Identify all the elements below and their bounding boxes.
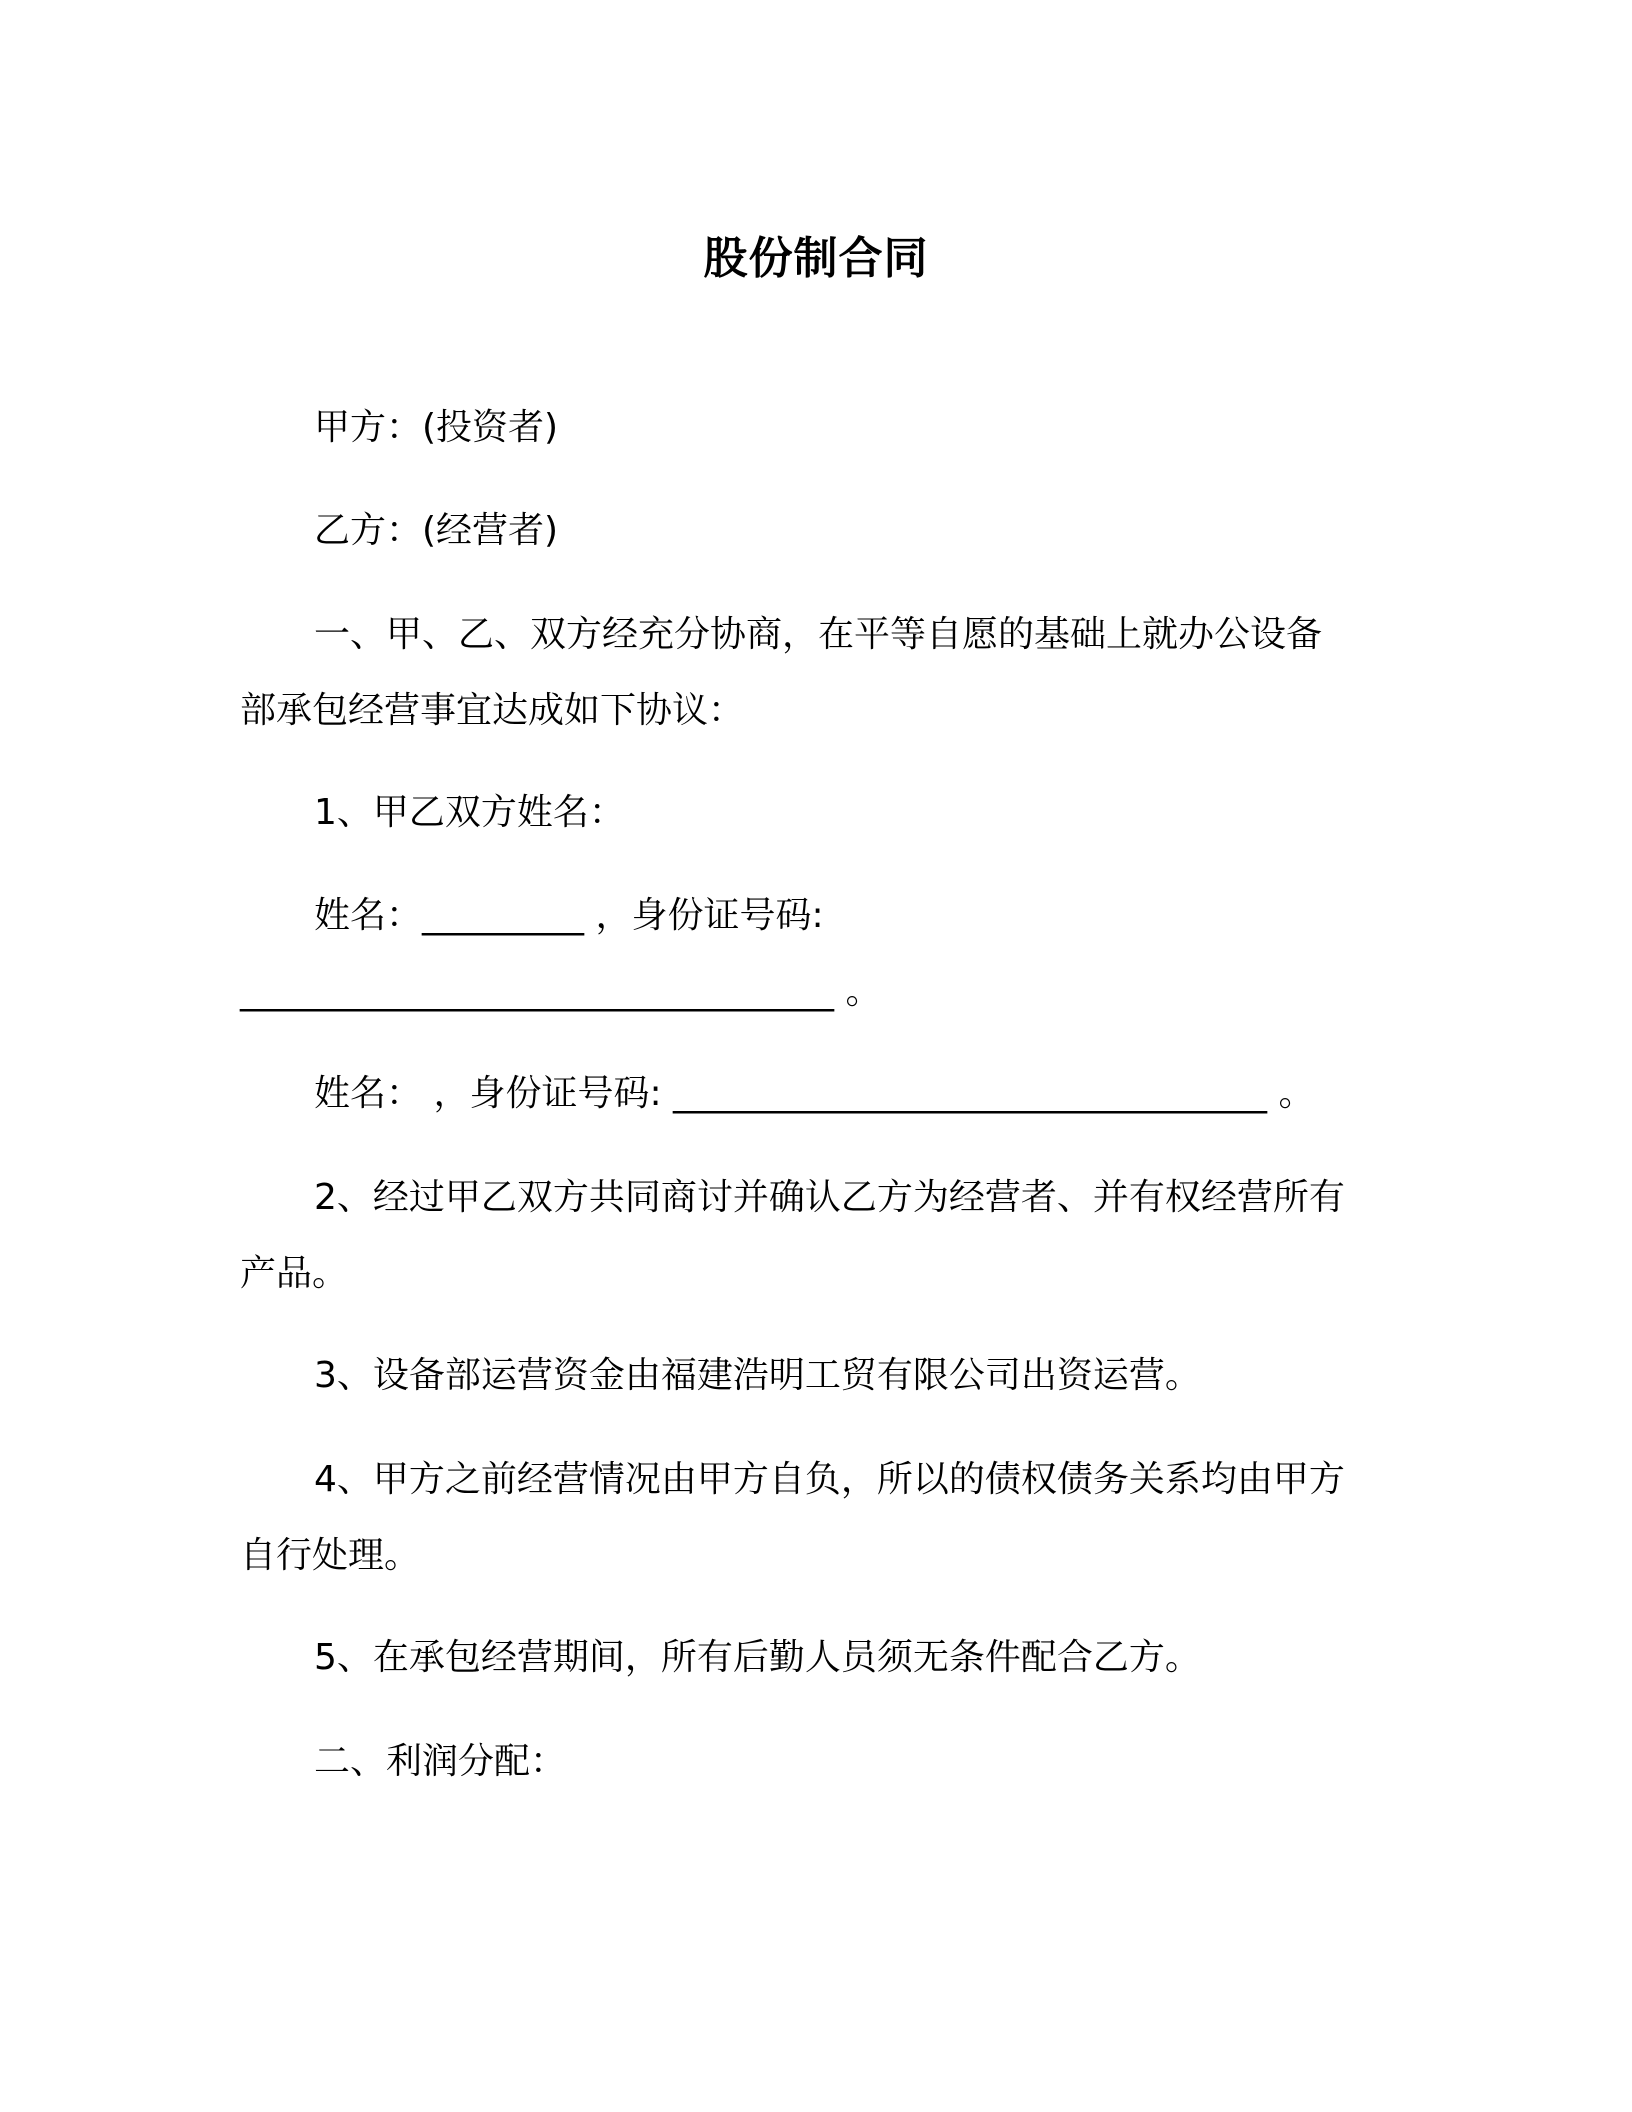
section-1-paragraph (240, 597, 1390, 749)
item-2-line-2: 产品。 (240, 1253, 349, 1294)
section-1-line-2: 部承包经营事宜达成如下协议： (240, 690, 745, 731)
item-3-line: 3、设备部运营资金由福建浩明工贸有限公司出资运营。 (314, 1355, 1201, 1396)
item-4-paragraph (240, 1442, 1390, 1594)
item-4-line-1: 4、甲方之前经营情况由甲方自负，所以的债权债务关系均由甲方 (314, 1459, 1345, 1500)
name-1-line-2: _________________________________ 。 (240, 971, 882, 1012)
name-1-line-1: 姓名：_________ ，身份证号码: (314, 895, 824, 936)
item-4-line-2: 自行处理。 (240, 1535, 421, 1576)
party-b-line: 乙方：(经营者) (314, 510, 559, 551)
item-2-paragraph (240, 1160, 1390, 1312)
item-1-heading: 1、甲乙双方姓名： (314, 792, 625, 833)
item-2-line-1: 2、经过甲乙双方共同商讨并确认乙方为经营者、并有权经营所有 (314, 1177, 1345, 1218)
name-2-line: 姓名： ，身份证号码: _________________________________ 。 (314, 1073, 1315, 1114)
name-1-paragraph (240, 878, 1390, 1030)
document-title: 股份制合同 (703, 233, 929, 284)
section-1-line-1: 一、甲、乙、双方经充分协商，在平等自愿的基础上就办公设备 (314, 614, 1323, 655)
section-2-heading: 二、利润分配： (314, 1741, 567, 1782)
party-a-line: 甲方：(投资者) (314, 407, 559, 448)
item-5-line: 5、在承包经营期间，所有后勤人员须无条件配合乙方。 (314, 1637, 1201, 1678)
